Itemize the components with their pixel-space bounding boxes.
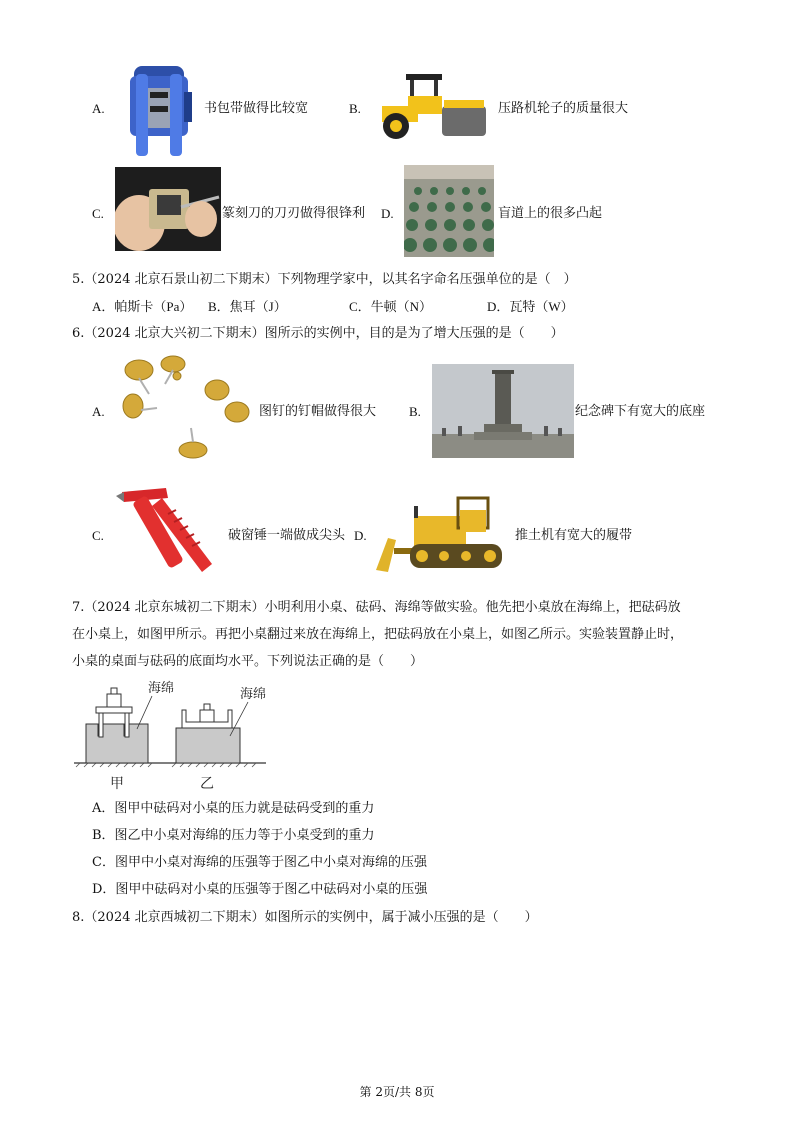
thumbtacks-image: [113, 350, 257, 470]
bulldozer-image: [374, 490, 510, 576]
q7-option-d: D．图甲中砝码对小桌的压强等于图乙中砝码对小桌的压强: [92, 882, 428, 897]
q7-stem-line-2: 在小桌上，如图甲所示。再把小桌翻过来放在海绵上，把砝码放在小桌上，如图乙所示。实验装置静止时，: [72, 627, 684, 642]
q6-option-b-letter: B.: [409, 404, 421, 419]
q5-option-a: A．帕斯卡（Pa）: [92, 299, 193, 314]
q4-option-a-letter: A.: [92, 101, 105, 116]
q4-option-b-text: 压路机轮子的质量很大: [498, 101, 629, 116]
q7-stem-line-3: 小桌的桌面与砝码的底面均水平。下列说法正确的是（ ）: [72, 654, 424, 669]
q6-option-d-text: 推土机有宽大的履带: [515, 528, 633, 543]
seal-carving-knife-image: [115, 167, 221, 251]
caption-jia: 甲: [110, 776, 124, 792]
q8-stem: 8.（2024 北京西城初二下期末）如图所示的实例中，属于减小压强的是（ ）: [72, 910, 538, 925]
window-breaker-hammer-image: [116, 484, 220, 584]
q6-option-c-letter: C.: [92, 528, 104, 543]
q4-option-b-letter: B.: [349, 101, 361, 116]
road-roller-image: [372, 70, 492, 142]
q4-option-c-text: 篆刻刀的刀刃做得很锋利: [222, 206, 366, 221]
q5-stem: 5.（2024 北京石景山初二下期末）下列物理学家中，以其名字命名压强单位的是（ ）: [72, 272, 577, 287]
tactile-paving-image: [404, 165, 494, 257]
q5-option-c: C．牛顿（N）: [349, 299, 433, 314]
backpack-image: [120, 62, 198, 158]
q7-option-b: B．图乙中小桌对海绵的压力等于小桌受到的重力: [92, 828, 375, 843]
q7-stem-line-1: 7.（2024 北京东城初二下期末）小明利用小桌、砝码、海绵等做实验。他先把小桌放在海绵上，把砝码放: [72, 600, 681, 615]
q7-experiment-figure: [72, 674, 272, 794]
q7-option-a: A．图甲中砝码对小桌的压力就是砝码受到的重力: [92, 801, 375, 816]
q4-option-c-letter: C.: [92, 206, 104, 221]
q4-option-d-letter: D.: [381, 206, 394, 221]
q5-option-b: B．焦耳（J）: [208, 299, 287, 314]
page-footer: 第 2页/共 8页: [359, 1085, 435, 1099]
sponge-label-1: 海绵: [148, 681, 175, 696]
q6-option-b-text: 纪念碑下有宽大的底座: [575, 404, 706, 419]
q6-stem: 6.（2024 北京大兴初二下期末）图所示的实例中，目的是为了增大压强的是（ ）: [72, 326, 564, 341]
q6-option-d-letter: D.: [354, 528, 367, 543]
q6-option-c-text: 破窗锤一端做成尖头: [228, 528, 346, 543]
q7-option-c: C．图甲中小桌对海绵的压强等于图乙中小桌对海绵的压强: [92, 855, 427, 870]
monument-image: [432, 364, 574, 458]
q4-option-a-text: 书包带做得比较宽: [204, 101, 309, 116]
caption-yi: 乙: [200, 776, 214, 792]
q5-option-d: D．瓦特（W）: [487, 299, 574, 314]
q6-option-a-text: 图钉的钉帽做得很大: [259, 404, 377, 419]
sponge-label-2: 海绵: [240, 687, 267, 702]
q6-option-a-letter: A.: [92, 404, 105, 419]
q4-option-d-text: 盲道上的很多凸起: [498, 206, 603, 221]
